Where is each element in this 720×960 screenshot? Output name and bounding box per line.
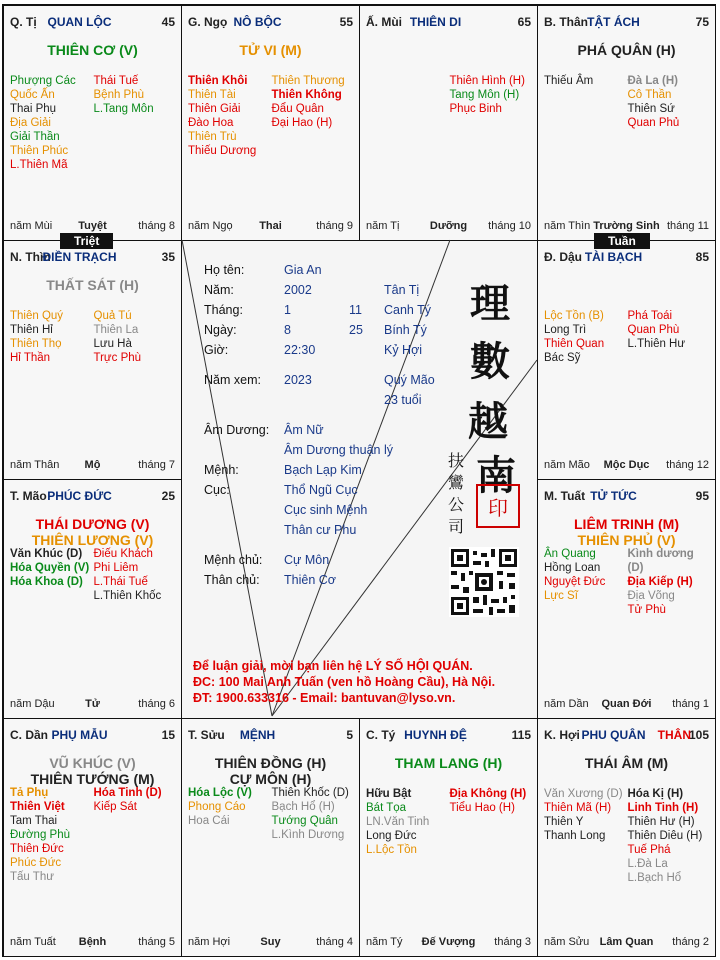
branch-label: B. Thân [544, 15, 588, 29]
footer-month: tháng 2 [672, 936, 709, 948]
label-menh: Mệnh: [204, 463, 239, 477]
label-nam: Năm: [204, 283, 234, 297]
value-thang: 1 [284, 303, 291, 317]
footer-month: tháng 12 [666, 459, 709, 471]
star-right: Trực Phù [93, 352, 142, 364]
star-left: Thiên Đức [10, 843, 64, 855]
footer-phase: Mộ [84, 459, 101, 471]
star-right: Đà La (H) [627, 75, 678, 87]
footer-month: tháng 10 [488, 220, 531, 232]
star-left: Lộc Tồn (B) [544, 310, 604, 322]
footer-year: năm Sửu [544, 936, 590, 948]
palace-number: 5 [346, 728, 353, 742]
star-left: Hóa Quyền (V) [10, 562, 90, 574]
main-star: THIÊN LƯƠNG (V) [31, 532, 154, 548]
label-ho-ten: Họ tên: [204, 263, 245, 277]
main-star: LIÊM TRINH (M) [574, 516, 679, 532]
main-star: THIÊN TƯỚNG (M) [30, 771, 155, 787]
branch-label: C. Tý [366, 728, 396, 742]
star-left: Tả Phụ [10, 787, 49, 799]
star-left: Tấu Thư [10, 871, 54, 883]
star-left: Thiên Hỉ [10, 324, 53, 336]
star-right: Phục Binh [449, 103, 502, 115]
star-left: Tam Thai [10, 815, 58, 827]
palace-name: HUYNH ĐỆ [404, 728, 467, 742]
footer-year: năm Ngọ [188, 220, 233, 232]
star-left: Giải Thần [10, 131, 60, 143]
small-seal-char-4: 司 [448, 517, 465, 536]
star-right: Thiên Sứ [627, 103, 675, 115]
star-left: Long Trì [544, 324, 587, 336]
footer-year: năm Hợi [188, 936, 231, 948]
star-right: Phi Liêm [93, 562, 139, 574]
star-left: L.Lộc Tồn [366, 844, 417, 856]
main-star: THẤT SÁT (H) [46, 277, 139, 293]
value-ngay-can: Bính Tý [384, 323, 427, 337]
footer-month: tháng 11 [666, 220, 709, 232]
star-right: Tiểu Hao (H) [449, 802, 515, 814]
star-right: L.Thiên Khốc [93, 590, 162, 602]
branch-label: G. Ngọ [188, 15, 228, 29]
star-right: Phá Toái [627, 310, 673, 322]
footer-phase: Suy [260, 936, 281, 948]
footer-month: tháng 1 [672, 698, 709, 710]
branch-label: N. Thìn [10, 250, 51, 264]
star-left: Thiên Y [544, 816, 584, 828]
star-left: Thiên Khôi [188, 75, 248, 87]
palace-name: MỆNH [239, 728, 276, 742]
footer-month: tháng 4 [316, 936, 353, 948]
value-thang-can: Canh Tý [384, 303, 432, 317]
palace-number: 55 [339, 15, 353, 29]
palace-number: 105 [688, 728, 709, 742]
star-left: Đường Phù [10, 829, 70, 841]
main-star: THÁI DƯƠNG (V) [35, 516, 150, 532]
value-thang-al: 11 [349, 303, 362, 317]
palace-name: THIÊN DI [409, 15, 462, 29]
star-right: Địa Không (H) [449, 788, 527, 800]
value-nam-can: Tân Tị [384, 283, 420, 297]
branch-label: Ấ. Mùi [366, 15, 402, 29]
main-star: PHÁ QUÂN (H) [577, 42, 676, 58]
footer-month: tháng 9 [316, 220, 353, 232]
star-right: Điếu Khách [93, 548, 153, 560]
footer-phase: Đế Vượng [421, 936, 476, 948]
main-star: THÁI ÂM (M) [584, 755, 669, 771]
value-cuc-3: Thân cư Phu [284, 523, 357, 537]
star-right: Cô Thần [627, 89, 672, 101]
star-left: Ân Quang [544, 548, 596, 560]
footer-phase: Trường Sinh [593, 220, 660, 232]
star-left: Bác Sỹ [544, 352, 581, 364]
value-menh-chu: Cự Môn [284, 553, 330, 567]
value-menh: Bạch Lạp Kim [284, 463, 362, 477]
star-right: Tuế Phá [627, 844, 671, 856]
small-seal-char-1: 扶 [448, 451, 465, 470]
star-right: Thiên Hư (H) [627, 816, 695, 828]
star-left: Thiên Việt [10, 801, 65, 813]
footer-phase: Tử [85, 698, 100, 710]
star-left: Hóa Khoa (D) [10, 576, 83, 588]
label-am-duong: Âm Dương: [204, 423, 270, 437]
star-right: Thiên Không [271, 89, 342, 101]
footer-year: năm Mão [544, 459, 590, 471]
value-cuc-2: Cục sinh Mệnh [284, 503, 368, 517]
tuan-tag: Tuần [594, 233, 650, 249]
star-left: Văn Khúc (D) [10, 548, 83, 560]
star-left: Quốc Ấn [10, 89, 55, 101]
star-right: Quả Tú [93, 310, 132, 322]
star-left: Thiên Quý [10, 310, 64, 322]
branch-label: M. Tuất [544, 489, 586, 503]
footer-phase: Dưỡng [429, 220, 468, 232]
footer-year: năm Tý [366, 936, 403, 948]
branch-label: T. Sửu [188, 728, 225, 742]
palace-name: NÔ BỘC [233, 15, 282, 29]
palace-number: 15 [161, 728, 175, 742]
star-left: Phúc Đức [10, 857, 62, 869]
star-left: Phong Cáo [188, 801, 246, 813]
star-left: Thiên Mã (H) [544, 802, 612, 814]
branch-label: Q. Tị [10, 15, 37, 29]
star-left: L.Thiên Mã [10, 159, 68, 171]
star-right: Kình dương (D) [627, 548, 694, 574]
triet-tag: Triệt [60, 233, 113, 249]
value-tuoi: 23 tuổi [384, 393, 422, 407]
star-left: Thiên Giải [188, 103, 241, 115]
star-left: Bát Tọa [366, 802, 407, 814]
footer-phase: Thai [259, 220, 282, 232]
palace-name: TỬ TỨC [590, 489, 637, 503]
palace-number: 45 [161, 15, 175, 29]
value-ho-ten: Gia An [284, 263, 322, 277]
footer-year: năm Dần [544, 698, 589, 710]
star-right: Thiên Diêu (H) [627, 830, 703, 842]
star-left: Thiên Quan [544, 338, 605, 350]
star-right: Đại Hao (H) [271, 117, 333, 129]
footer-month: tháng 8 [138, 220, 175, 232]
calligraphy-char-4: 南 [476, 452, 516, 499]
label-nam-xem: Năm xem: [204, 373, 261, 387]
value-gio-can: Kỷ Hợi [384, 343, 423, 357]
label-cuc: Cục: [204, 483, 230, 497]
star-right: L.Bạch Hổ [627, 872, 682, 884]
main-star: TỬ VI (M) [239, 42, 302, 58]
palace-name: PHU QUÂN [581, 728, 646, 742]
star-right: L.Tang Môn [93, 103, 154, 115]
main-star: THIÊN ĐỒNG (H) [214, 755, 327, 771]
star-right: Tang Môn (H) [449, 89, 520, 101]
star-right: L.Đà La [627, 858, 668, 870]
contact-line-1: Để luận giải, mời bạn liên hệ LÝ SỐ HỘI QUÁN. [193, 659, 473, 673]
star-left: Long Đức [366, 830, 417, 842]
value-nam: 2002 [284, 283, 312, 297]
star-left: Thiên Trù [188, 131, 237, 143]
star-left: Thiên Phúc [10, 145, 69, 157]
value-am-duong: Âm Nữ [284, 423, 324, 437]
star-right: L.Kình Dương [271, 829, 345, 841]
palace-number: 35 [161, 250, 175, 264]
star-right: Thái Tuế [93, 75, 139, 87]
star-left: Thiên Thọ [10, 338, 62, 350]
small-seal-char-2: 鸞 [448, 473, 465, 492]
label-ngay: Ngày: [204, 323, 237, 337]
palace-name: ĐIỀN TRẠCH [42, 250, 117, 264]
palace-name: TÀI BẠCH [584, 250, 643, 264]
label-menh-chu: Mệnh chủ: [204, 553, 263, 567]
footer-month: tháng 6 [138, 698, 175, 710]
contact-line-2: ĐC: 100 Mai Anh Tuấn (ven hồ Hoàng Cầu), Hà Nội. [193, 675, 496, 689]
star-right: L.Thái Tuế [93, 576, 148, 588]
star-left: Hồng Loan [544, 562, 601, 574]
star-left: Lực Sĩ [544, 590, 578, 602]
star-left: Thiếu Dương [188, 145, 257, 157]
footer-year: năm Mùi [10, 220, 53, 232]
star-right: Kiếp Sát [93, 801, 137, 813]
star-left: Thiên Tài [188, 89, 236, 101]
than-marker: THÂN [657, 728, 691, 742]
value-nam-xem-can: Quý Mão [384, 373, 435, 387]
star-right: Tử Phù [627, 604, 666, 616]
star-right: Thiên Hình (H) [449, 75, 525, 87]
label-thang: Tháng: [204, 303, 243, 317]
star-right: Địa Võng [627, 590, 675, 602]
calligraphy-char-1: 理 [470, 280, 510, 327]
palace-number: 115 [511, 728, 531, 742]
star-right: Địa Kiếp (H) [627, 576, 693, 588]
main-star: THIÊN PHỦ (V) [577, 532, 676, 548]
star-left: Đào Hoa [188, 117, 234, 129]
star-left: Văn Xương (D) [544, 788, 623, 800]
star-right: Hóa Tinh (D) [93, 787, 162, 799]
footer-month: tháng 3 [494, 936, 531, 948]
footer-month: tháng 7 [138, 459, 175, 471]
value-nam-xem: 2023 [284, 373, 312, 387]
star-right: Đẩu Quân [271, 103, 324, 115]
star-right: Bệnh Phù [93, 89, 145, 101]
star-left: Thiếu Âm [544, 75, 594, 87]
small-seal-char-3: 公 [448, 495, 465, 514]
palace-name: TẬT ÁCH [587, 15, 640, 29]
calligraphy-char-2: 數 [470, 338, 510, 385]
palace-name: PHÚC ĐỨC [47, 489, 112, 503]
value-cuc: Thổ Ngũ Cục [284, 483, 358, 497]
red-seal-stamp: 印 [476, 484, 520, 528]
star-left: Phượng Các [10, 75, 76, 87]
branch-label: Đ. Dậu [544, 250, 583, 264]
branch-label: T. Mão [10, 489, 47, 503]
palace-number: 65 [517, 15, 531, 29]
star-left: Thanh Long [544, 830, 606, 842]
star-right: Thiên Thương [271, 75, 345, 87]
value-ngay: 8 [284, 323, 291, 337]
branch-label: K. Hợi [544, 728, 580, 742]
star-left: Hữu Bật [366, 788, 412, 800]
main-star: THAM LANG (H) [394, 755, 503, 771]
star-left: Thai Phụ [10, 103, 57, 115]
contact-line-3: ĐT: 1900.633316 - Email: bantuvan@lyso.vn. [193, 691, 456, 705]
star-left: Hóa Lộc (V) [188, 787, 252, 799]
star-left: Nguyệt Đức [544, 576, 606, 588]
footer-year: năm Thân [10, 459, 60, 471]
palace-number: 25 [161, 489, 175, 503]
main-star: CỰ MÔN (H) [229, 771, 312, 787]
star-right: Quan Phủ [627, 117, 680, 129]
star-left: Hỉ Thần [10, 352, 51, 364]
palace-number: 95 [695, 489, 709, 503]
palace-number: 85 [695, 250, 709, 264]
footer-phase: Mộc Dục [603, 459, 650, 471]
main-star: THIÊN CƠ (V) [47, 42, 138, 58]
star-right: Thiên La [93, 324, 139, 336]
star-right: Bạch Hổ (H) [271, 801, 335, 813]
branch-label: C. Dần [10, 728, 49, 742]
star-left: LN.Văn Tinh [366, 816, 430, 828]
star-right: Quan Phù [627, 324, 680, 336]
value-than-chu: Thiên Cơ [284, 573, 336, 587]
star-right: Tướng Quân [271, 815, 338, 827]
footer-year: năm Tuất [10, 936, 56, 948]
value-gio: 22:30 [284, 343, 316, 357]
footer-phase: Quan Đới [601, 698, 652, 710]
calligraphy-char-3: 越 [468, 398, 508, 445]
footer-phase: Lâm Quan [599, 936, 654, 948]
star-right: Lưu Hà [93, 338, 132, 350]
value-ngay-al: 25 [349, 323, 363, 337]
star-right: Thiên Khốc (D) [271, 787, 349, 799]
footer-year: năm Dậu [10, 698, 55, 710]
label-than-chu: Thân chủ: [204, 573, 260, 587]
palace-name: QUAN LỘC [47, 15, 112, 29]
main-star: VŨ KHÚC (V) [49, 755, 136, 771]
palace-number: 75 [695, 15, 709, 29]
star-right: Linh Tinh (H) [627, 802, 699, 814]
label-gio: Giờ: [204, 343, 229, 357]
star-left: Hoa Cái [188, 815, 230, 827]
star-right: L.Thiên Hư [627, 338, 686, 350]
value-am-duong-2: Âm Dương thuận lý [284, 443, 393, 457]
palace-name: PHỤ MẪU [51, 728, 108, 742]
star-left: Địa Giải [10, 117, 51, 129]
footer-month: tháng 5 [138, 936, 175, 948]
footer-year: năm Tị [366, 220, 400, 232]
footer-phase: Tuyệt [78, 220, 107, 232]
star-right: Hóa Kị (H) [627, 788, 684, 800]
footer-phase: Bệnh [78, 936, 107, 948]
qr-code-icon[interactable] [449, 547, 519, 617]
footer-year: năm Thìn [544, 220, 591, 232]
